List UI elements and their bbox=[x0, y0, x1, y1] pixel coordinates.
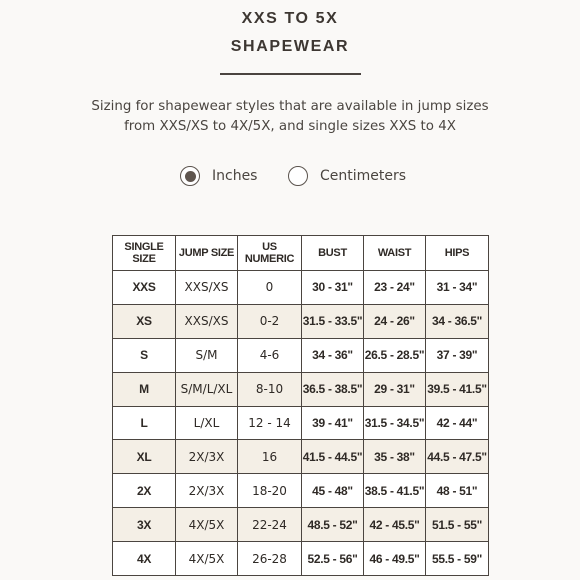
cell-us-numeric: 8-10 bbox=[238, 372, 302, 406]
cell-waist: 42 - 45.5" bbox=[364, 508, 426, 542]
cell-bust: 34 - 36" bbox=[302, 338, 364, 372]
unit-option-centimeters[interactable] bbox=[288, 164, 406, 188]
cell-waist: 46 - 49.5" bbox=[364, 542, 426, 576]
cell-us-numeric: 22-24 bbox=[238, 508, 302, 542]
header-hips: HIPS bbox=[426, 236, 489, 271]
cell-jump-size: XXS/XS bbox=[176, 271, 238, 305]
cell-single-size: 3X bbox=[113, 508, 176, 542]
cell-jump-size: 4X/5X bbox=[176, 542, 238, 576]
cell-us-numeric: 26-28 bbox=[238, 542, 302, 576]
header-bust: BUST bbox=[302, 236, 364, 271]
header-us-numeric: US NUMERIC bbox=[238, 236, 302, 271]
cell-waist: 23 - 24" bbox=[364, 271, 426, 305]
cell-single-size: 4X bbox=[113, 542, 176, 576]
radio-selected-dot bbox=[185, 171, 196, 182]
cell-waist: 26.5 - 28.5" bbox=[364, 338, 426, 372]
cell-jump-size: 4X/5X bbox=[176, 508, 238, 542]
cell-hips: 39.5 - 41.5" bbox=[426, 372, 489, 406]
cell-us-numeric: 12 - 14 bbox=[238, 406, 302, 440]
cell-hips: 51.5 - 55" bbox=[426, 508, 489, 542]
cell-single-size: M bbox=[113, 372, 176, 406]
cell-hips: 42 - 44" bbox=[426, 406, 489, 440]
cell-waist: 29 - 31" bbox=[364, 372, 426, 406]
cell-bust: 48.5 - 52" bbox=[302, 508, 364, 542]
description-line-1: Sizing for shapewear styles that are available in jump sizes bbox=[91, 99, 489, 114]
centimeters-radio[interactable] bbox=[288, 166, 308, 186]
table-row bbox=[113, 508, 489, 542]
cell-jump-size: S/M bbox=[176, 338, 238, 372]
cell-waist: 38.5 - 41.5" bbox=[364, 474, 426, 508]
cell-bust: 45 - 48" bbox=[302, 474, 364, 508]
table-row bbox=[113, 338, 489, 372]
cell-hips: 37 - 39" bbox=[426, 338, 489, 372]
header-waist: WAIST bbox=[364, 236, 426, 271]
description-line-2: from XXS/XS to 4X/5X, and single sizes XXS to 4X bbox=[124, 119, 456, 134]
cell-jump-size: 2X/3X bbox=[176, 440, 238, 474]
cell-bust: 52.5 - 56" bbox=[302, 542, 364, 576]
cell-hips: 31 - 34" bbox=[426, 271, 489, 305]
cell-hips: 55.5 - 59" bbox=[426, 542, 489, 576]
table-row bbox=[113, 304, 489, 338]
cell-waist: 35 - 38" bbox=[364, 440, 426, 474]
cell-us-numeric: 18-20 bbox=[238, 474, 302, 508]
table-header-row bbox=[113, 236, 489, 271]
table-row bbox=[113, 372, 489, 406]
cell-bust: 36.5 - 38.5" bbox=[302, 372, 364, 406]
table-row bbox=[113, 542, 489, 576]
size-chart-table bbox=[112, 235, 489, 576]
unit-option-inches[interactable] bbox=[180, 164, 257, 188]
cell-single-size: XXS bbox=[113, 271, 176, 305]
cell-hips: 44.5 - 47.5" bbox=[426, 440, 489, 474]
cell-single-size: 2X bbox=[113, 474, 176, 508]
inches-label: Inches bbox=[212, 168, 258, 184]
cell-us-numeric: 16 bbox=[238, 440, 302, 474]
inches-radio[interactable] bbox=[180, 166, 200, 186]
cell-single-size: S bbox=[113, 338, 176, 372]
cell-single-size: XS bbox=[113, 304, 176, 338]
table-row bbox=[113, 406, 489, 440]
page-title: XXS TO 5X bbox=[241, 10, 339, 27]
cell-us-numeric: 4-6 bbox=[238, 338, 302, 372]
header-single-size: SINGLE SIZE bbox=[113, 236, 176, 271]
table-row bbox=[113, 474, 489, 508]
page-subtitle: SHAPEWEAR bbox=[230, 38, 350, 55]
cell-jump-size: XXS/XS bbox=[176, 304, 238, 338]
cell-us-numeric: 0-2 bbox=[238, 304, 302, 338]
cell-hips: 48 - 51" bbox=[426, 474, 489, 508]
cell-single-size: XL bbox=[113, 440, 176, 474]
header-jump-size: JUMP SIZE bbox=[176, 236, 238, 271]
cell-waist: 31.5 - 34.5" bbox=[364, 406, 426, 440]
centimeters-label: Centimeters bbox=[320, 168, 407, 184]
cell-bust: 41.5 - 44.5" bbox=[302, 440, 364, 474]
cell-waist: 24 - 26" bbox=[364, 304, 426, 338]
cell-single-size: L bbox=[113, 406, 176, 440]
table-row bbox=[113, 440, 489, 474]
title-divider bbox=[220, 73, 361, 75]
cell-us-numeric: 0 bbox=[238, 271, 302, 305]
cell-jump-size: S/M/L/XL bbox=[176, 372, 238, 406]
cell-bust: 30 - 31" bbox=[302, 271, 364, 305]
cell-jump-size: L/XL bbox=[176, 406, 238, 440]
cell-hips: 34 - 36.5" bbox=[426, 304, 489, 338]
cell-jump-size: 2X/3X bbox=[176, 474, 238, 508]
cell-bust: 31.5 - 33.5" bbox=[302, 304, 364, 338]
cell-bust: 39 - 41" bbox=[302, 406, 364, 440]
table-row bbox=[113, 271, 489, 305]
